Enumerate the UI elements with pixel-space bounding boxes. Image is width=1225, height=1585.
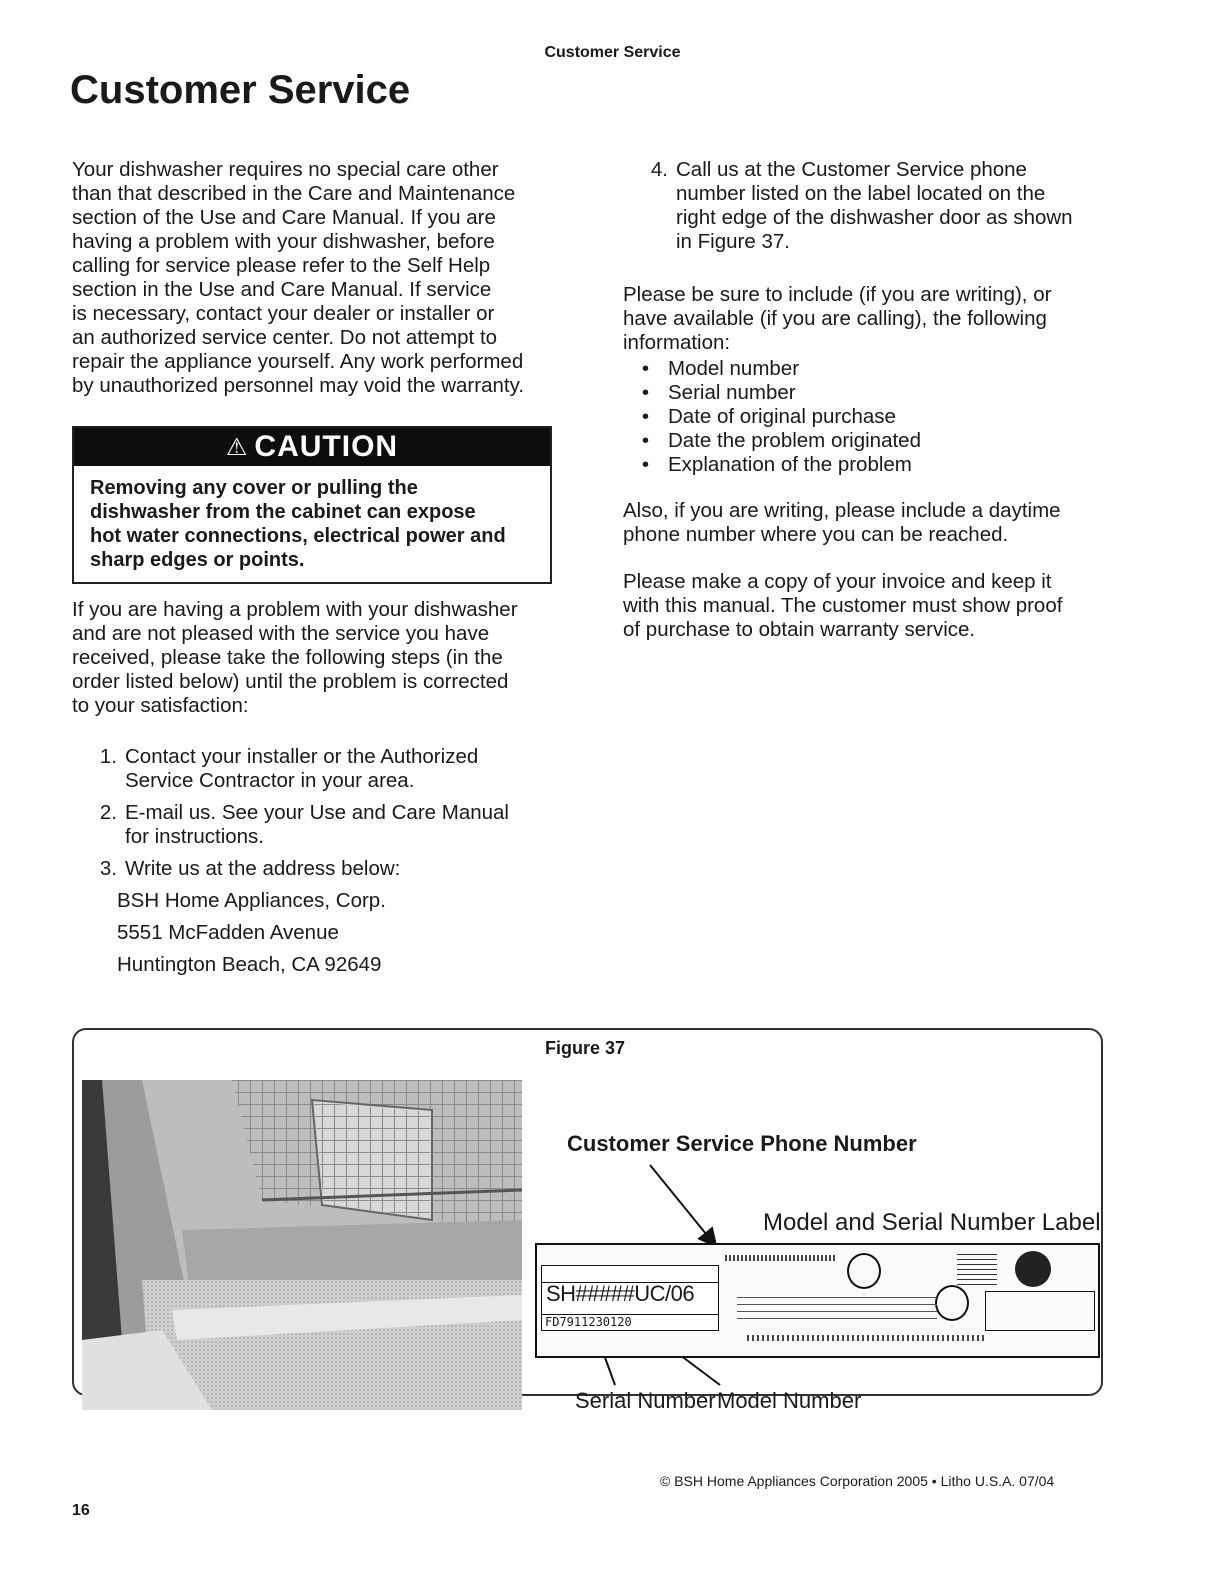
- info-list: [623, 357, 1103, 477]
- etl-logo-icon: [935, 1285, 969, 1321]
- figure-caption: Figure 37: [545, 1038, 626, 1058]
- phone-number-label: Customer Service Phone Number: [567, 1131, 917, 1156]
- caution-text: Removing any cover or pulling the dishwasher from the cabinet can expose hot water connections, electrical power and sharp edges or points.: [90, 477, 506, 571]
- include-paragraph: Please be sure to include (if you are writing), or have available (if you are calling), the following information: • Model number • Serial number • Date of original purchase • Date the problem originated • Explanation of the problem: [623, 283, 1103, 477]
- model-number-value: SH#####UC/06: [546, 1281, 695, 1306]
- model-serial-label-caption: Model and Serial Number Label: [763, 1209, 1101, 1236]
- copyright: © BSH Home Appliances Corporation 2005 • Litho U.S.A. 07/04: [660, 1473, 1055, 1489]
- list-item: 1. Contact your installer or the Authorized Service Contractor in your area.: [99, 745, 479, 792]
- steps-list: [72, 745, 562, 985]
- list-item: • Serial number: [641, 381, 796, 404]
- nsf-certification-box: [985, 1291, 1095, 1331]
- energy-logo-icon: [957, 1251, 997, 1285]
- list-item: • Date of original purchase: [641, 405, 896, 428]
- list-item: • Date the problem originated: [641, 429, 921, 452]
- caution-box: [72, 426, 552, 584]
- page-number: 16: [72, 1502, 90, 1519]
- list-item: 3. Write us at the address below:: [99, 857, 401, 880]
- dishwasher-photo: [82, 1080, 522, 1410]
- problem-paragraph: If you are having a problem with your dishwasher and are not pleased with the service you have received, please take the following steps (in the order listed below) until the problem is corrected to your satisfaction:: [72, 598, 518, 717]
- mailing-address: BSH Home Appliances, Corp. 5551 McFadden Avenue Huntington Beach, CA 92649: [117, 889, 386, 976]
- step-4: [623, 158, 1103, 262]
- serial-number-caption: Serial Number: [575, 1388, 716, 1413]
- list-item: • Model number: [641, 357, 800, 380]
- warning-triangle-icon: ⚠: [225, 433, 249, 461]
- caution-title: CAUTION: [254, 430, 399, 463]
- model-serial-block: [541, 1265, 719, 1331]
- intro-paragraph: Your dishwasher requires no special care other than that described in the Care and Maintenance section of the Use and Care Manual. If you are having a problem with your dishwasher, before calling for service please refer to the Self Help section in the Use and Care Manual. If service is necessary, contact your dealer or installer or an authorized service center. Do not attempt to repair the appliance yourself. Any work performed by unauthorized personnel may void the warranty.: [72, 158, 525, 397]
- list-item: • Explanation of the problem: [641, 453, 912, 476]
- list-item: 2. E-mail us. See your Use and Care Manual for instructions.: [99, 801, 509, 848]
- caution-header: [74, 428, 550, 466]
- model-number-caption: Model Number: [717, 1388, 862, 1413]
- daytime-paragraph: Also, if you are writing, please include a daytime phone number where you can be reached.: [623, 499, 1061, 546]
- list-item: 4. Call us at the Customer Service phone number listed on the label located on the right edge of the dishwasher door as shown in Figure 37.: [650, 158, 1073, 253]
- running-head: Customer Service: [544, 44, 681, 61]
- serial-number-value: FD7911230120: [545, 1315, 632, 1329]
- phone-arrow: [650, 1165, 715, 1245]
- page-title: Customer Service: [70, 68, 411, 112]
- invoice-paragraph: Please make a copy of your invoice and keep it with this manual. The customer must show proof of purchase to obtain warranty service.: [623, 570, 1063, 641]
- nsf-logo-icon: [1015, 1251, 1051, 1287]
- rating-label: [535, 1243, 1100, 1358]
- ul-logo-icon: [847, 1253, 881, 1289]
